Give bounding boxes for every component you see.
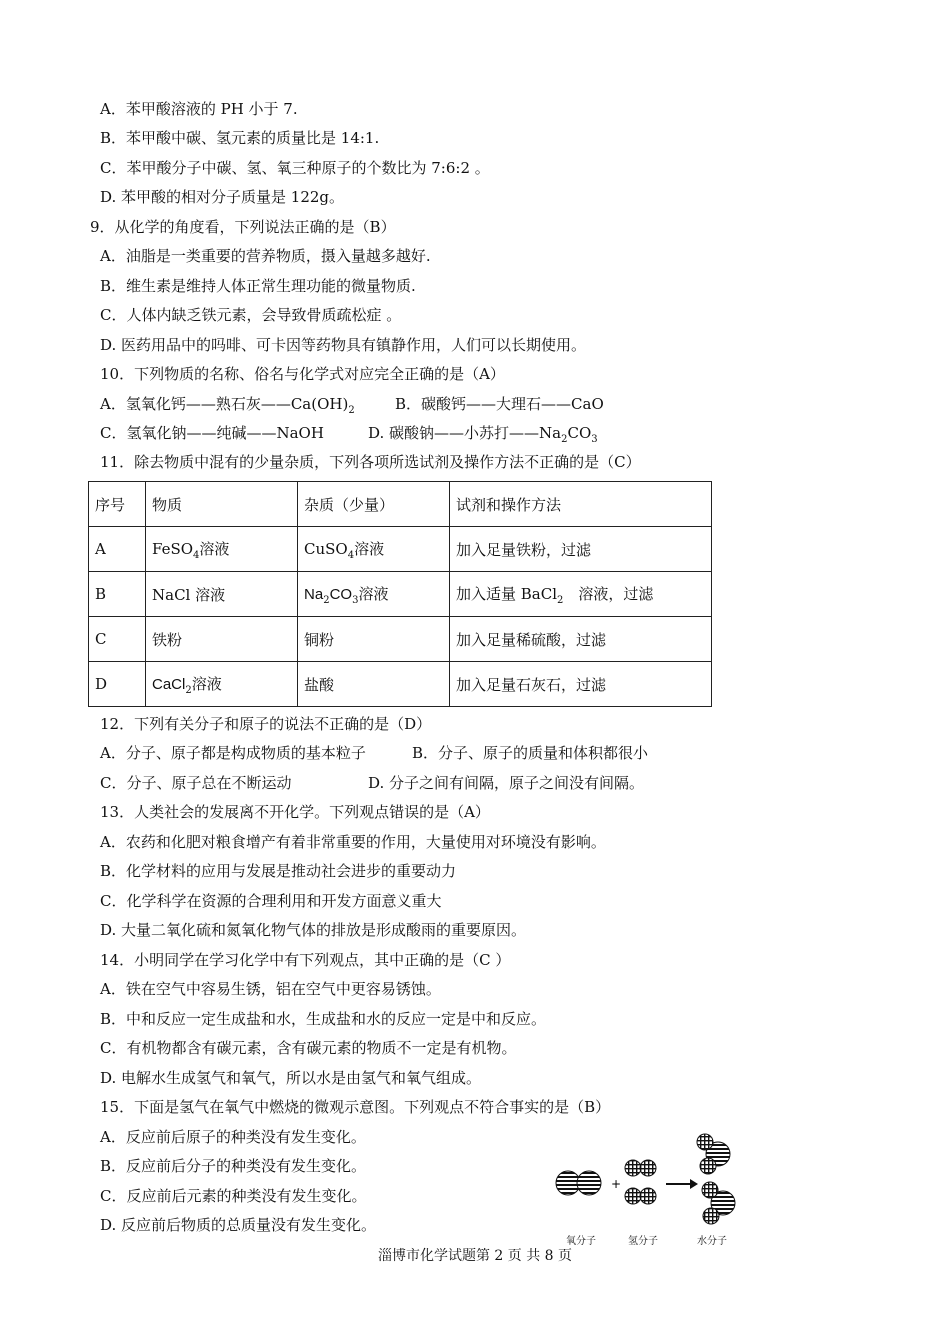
cell-id: A [89, 527, 146, 572]
q10-option-a [100, 394, 355, 414]
q12-option-b: B．分子、原子的质量和体积都很小 [412, 744, 649, 762]
q15-stem: 15．下面是氢气在氧气中燃烧的微观示意图。下列观点不符合事实的是（B） [100, 1098, 611, 1116]
cell-text: FeSO [152, 539, 194, 558]
cell-method [450, 572, 712, 617]
header-substance: 物质 [146, 482, 298, 527]
q10-d-text: D. 碳酸钠——小苏打——Na [368, 424, 562, 442]
q10-option-b: B．碳酸钙——大理石——CaO [395, 395, 604, 413]
table-row [89, 572, 712, 617]
q9-option-b: B．维生素是维持人体正常生理功能的微量物质. [100, 277, 416, 295]
label-hydrogen-molecule: 氢分子 [628, 1236, 658, 1247]
q9-option-a: A．油脂是一类重要的营养物质，摄入量越多越好. [100, 247, 431, 265]
cell-text: CuSO [304, 539, 348, 558]
q12-option-d: D. 分子之间有间隔，原子之间没有间隔。 [368, 774, 645, 792]
q8-option-c: C．苯甲酸分子中碳、氢、氧三种原子的个数比为 7:6:2 。 [100, 159, 490, 177]
hydrogen-molecules [625, 1160, 656, 1204]
q8-option-b: B．苯甲酸中碳、氢元素的质量比是 14:1. [100, 129, 380, 147]
table-row [89, 662, 712, 707]
label-water-molecule: 水分子 [697, 1236, 727, 1247]
q13-option-b: B．化学材料的应用与发展是推动社会进步的重要动力 [100, 862, 457, 880]
cell-text: 溶液 [191, 674, 222, 693]
header-impurity: 杂质（少量） [298, 482, 450, 527]
cell-impurity [298, 572, 450, 617]
q14-option-a: A．铁在空气中容易生锈，铝在空气中更容易锈蚀。 [100, 980, 441, 998]
q14-option-c: C．有机物都含有碳元素，含有碳元素的物质不一定是有机物。 [100, 1039, 517, 1057]
cell-impurity [298, 527, 450, 572]
q15-option-d: D. 反应前后物质的总质量没有发生变化。 [100, 1216, 377, 1234]
q10-a-text: A．氢氧化钙——熟石灰——Ca(OH) [100, 395, 349, 413]
cell-text: CaCl [152, 675, 186, 693]
q15-option-b: B．反应前后分子的种类没有发生变化。 [100, 1157, 367, 1175]
cell-impurity: 盐酸 [298, 662, 450, 707]
q9-option-d: D. 医药用品中的吗啡、可卡因等药物具有镇静作用，人们可以长期使用。 [100, 336, 587, 354]
cell-sub: 2 [323, 594, 330, 606]
q10-d-sub1: 2 [561, 434, 568, 445]
q12-option-c: C．分子、原子总在不断运动 [100, 774, 292, 792]
cell-sub: 4 [193, 549, 200, 561]
cell-id: D [89, 662, 146, 707]
q13-option-c: C．化学科学在资源的合理利用和开发方面意义重大 [100, 892, 442, 910]
table-row [89, 527, 712, 572]
q14-option-d: D. 电解水生成氢气和氧气，所以水是由氢气和氧气组成。 [100, 1069, 482, 1087]
q15-option-c: C．反应前后元素的种类没有发生变化。 [100, 1187, 367, 1205]
water-molecules [697, 1134, 735, 1224]
q10-d-sub2: 3 [591, 434, 598, 445]
q10-option-c: C．氢氧化钠——纯碱——NaOH [100, 424, 324, 442]
cell-sub: 2 [557, 594, 564, 606]
cell-text: 溶液，过滤 [563, 584, 654, 603]
q13-option-d: D. 大量二氧化硫和氮氧化物气体的排放是形成酸雨的重要原因。 [100, 921, 527, 939]
q10-option-d [368, 423, 598, 443]
label-oxygen-molecule: 氧分子 [566, 1236, 596, 1247]
cell-text: 溶液 [199, 539, 230, 558]
header-method: 试剂和操作方法 [450, 482, 712, 527]
q8-option-d: D. 苯甲酸的相对分子质量是 122g。 [100, 188, 345, 206]
cell-method: 加入足量稀硫酸，过滤 [450, 617, 712, 662]
table-row [89, 617, 712, 662]
q9-option-c: C．人体内缺乏铁元素，会导致骨质疏松症 。 [100, 306, 402, 324]
q10-stem: 10．下列物质的名称、俗名与化学式对应完全正确的是（A） [100, 365, 505, 383]
q9-stem: 9．从化学的角度看，下列说法正确的是（B） [90, 218, 396, 236]
cell-substance [146, 662, 298, 707]
cell-method: 加入足量石灰石，过滤 [450, 662, 712, 707]
plus-sign: + [611, 1177, 622, 1191]
oxygen-molecule [556, 1171, 601, 1195]
cell-sub: 3 [352, 594, 359, 606]
cell-impurity: 铜粉 [298, 617, 450, 662]
cell-text: 溶液 [354, 539, 385, 558]
q10-a-sub: 2 [348, 405, 355, 416]
cell-text: 溶液 [358, 584, 389, 603]
q8-option-a: A．苯甲酸溶液的 PH 小于 7. [100, 100, 298, 118]
page-footer: 淄博市化学试题第 2 页 共 8 页 [377, 1248, 573, 1264]
cell-substance [146, 527, 298, 572]
arrow-icon [666, 1179, 698, 1189]
q14-option-b: B．中和反应一定生成盐和水，生成盐和水的反应一定是中和反应。 [100, 1010, 547, 1028]
q11-stem: 11．除去物质中混有的少量杂质，下列各项所选试剂及操作方法不正确的是（C） [100, 453, 641, 471]
cell-id: C [89, 617, 146, 662]
q12-stem: 12．下列有关分子和原子的说法不正确的是（D） [100, 715, 432, 733]
q14-stem: 14．小明同学在学习化学中有下列观点，其中正确的是（C ） [100, 951, 511, 969]
cell-text: CO [329, 585, 353, 603]
cell-text: Na [304, 585, 324, 603]
cell-text: 加入适量 BaCl [456, 584, 558, 603]
reaction-diagram [548, 1128, 748, 1228]
header-id: 序号 [89, 482, 146, 527]
q12-option-a: A．分子、原子都是构成物质的基本粒子 [100, 744, 366, 762]
q11-table [88, 481, 712, 707]
cell-sub: 4 [347, 549, 355, 561]
cell-substance: NaCl 溶液 [146, 572, 298, 617]
cell-id: B [89, 572, 146, 617]
q10-d-text2: CO [567, 424, 592, 442]
q13-option-a: A．农药和化肥对粮食增产有着非常重要的作用，大量使用对环境没有影响。 [100, 833, 606, 851]
cell-substance: 铁粉 [146, 617, 298, 662]
cell-method: 加入足量铁粉，过滤 [450, 527, 712, 572]
table-header-row [89, 482, 712, 527]
q15-option-a: A．反应前后原子的种类没有发生变化。 [100, 1128, 366, 1146]
cell-sub: 2 [185, 684, 192, 696]
q13-stem: 13．人类社会的发展离不开化学。下列观点错误的是（A） [100, 803, 490, 821]
